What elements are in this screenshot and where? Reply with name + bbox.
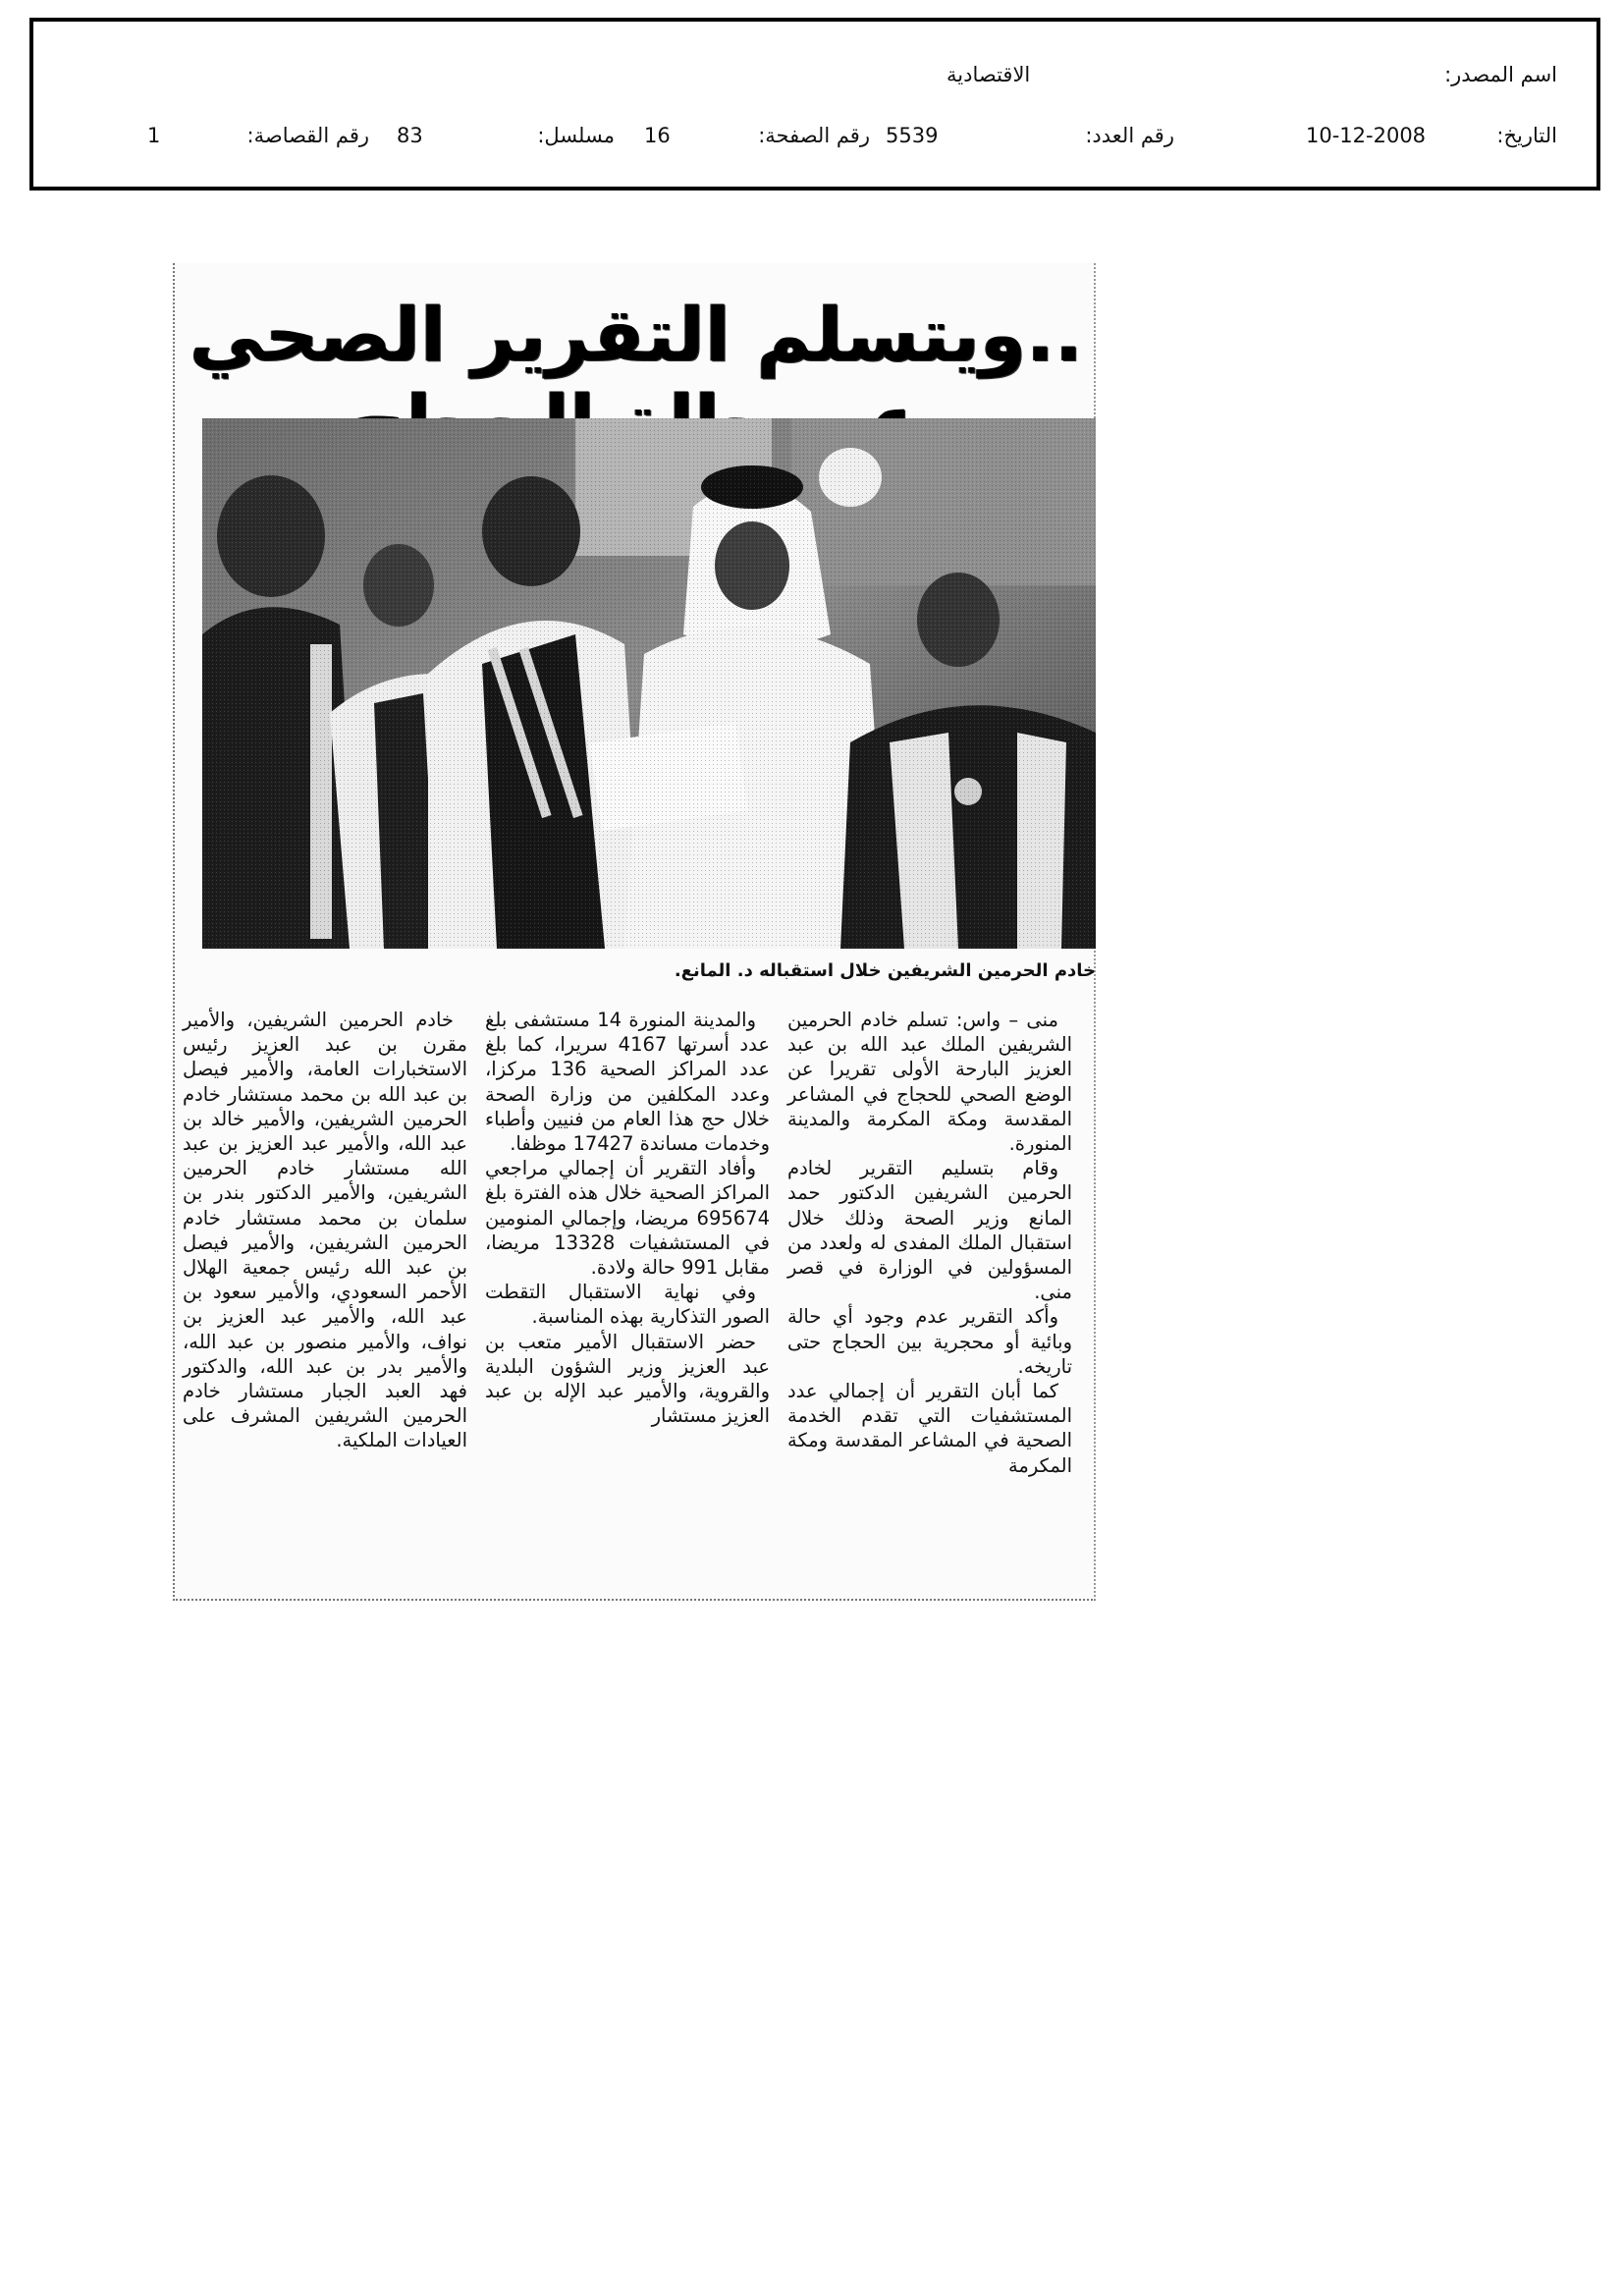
clip-number-label: رقم القصاصة:: [246, 124, 369, 147]
paragraph: وأفاد التقرير أن إجمالي مراجعي المراكز الصحية خلال هذه الفترة بلغ 695674 مريضا، وإجمالي المنومين في المستشفيات 13328 مريضا، مقابل 991 حالة ولادة.: [485, 1157, 771, 1280]
source-label: اسم المصدر:: [1444, 63, 1557, 86]
clipping-metadata-box: [29, 18, 1600, 191]
paragraph: حضر الاستقبال الأمير متعب بن عبد العزيز وزير الشؤون البلدية والقروية، والأمير عبد الإله بن عبد العزيز مستشار: [485, 1330, 770, 1428]
clip-number-value: 1: [147, 124, 161, 147]
newspaper-clipping: [173, 263, 1096, 1601]
page-value: 16: [644, 124, 671, 147]
source-value: الاقتصادية: [947, 63, 1031, 86]
article-column-right: [787, 1008, 1072, 1478]
date-value: 10-12-2008: [1306, 124, 1427, 147]
paragraph: كما أبان التقرير أن إجمالي عدد المستشفيات التي تقدم الخدمة الصحية في المشاعر المقدسة ومكة المكرمة: [787, 1380, 1072, 1477]
serial-value: 83: [397, 124, 423, 147]
paragraph: منى – واس: تسلم خادم الحرمين الشريفين الملك عبد الله بن عبد العزيز البارحة الأولى تقريرا عن الوضع الصحي للحجاج في المشاعر المقدسة ومكة المكرمة والمدينة المنورة.: [787, 1009, 1072, 1156]
paragraph: وأكد التقرير عدم وجود أي حالة وبائية أو محجرية بين الحجاج حتى تاريخه.: [787, 1305, 1072, 1378]
article-column-left: [183, 1008, 467, 1453]
issue-label: رقم العدد:: [1085, 124, 1174, 147]
article-headline: ..ويتسلم التقرير الصحي: [189, 291, 1083, 378]
photo-caption: خادم الحرمين الشريفين خلال استقباله د. المانع.: [674, 960, 1096, 981]
paragraph: خادم الحرمين الشريفين، والأمير مقرن بن عبد العزيز رئيس الاستخبارات العامة، والأمير فيصل بن عبد الله بن محمد مستشار خادم الحرمين الشريفين، والأمير خالد بن عبد الله، والأمير عبد العزيز بن عبد الله مستشار خادم الحرمين الشريفين، والأمير الدكتور بندر بن سلمان بن محمد مستشار خادم الحرمين الشريفين، والأمير فيصل بن عبد الله رئيس جمعية الهلال الأحمر السعودي، والأمير سعود بن عبد الله، والأمير عبد العزيز بن نواف، والأمير منصور بن عبد الله، والأمير بدر بن عبد الله، والدكتور فهد العبد الجبار مستشار خادم الحرمين الشريفين المشرف على العيادات الملكية.: [183, 1009, 467, 1452]
paragraph: وقام بتسليم التقرير لخادم الحرمين الشريفين الدكتور حمد المانع وزير الصحة وذلك خلال استقبال الملك المفدى له ولعدد من المسؤولين في الوزارة في قصر منى.: [787, 1157, 1072, 1304]
article-column-middle: [485, 1008, 770, 1428]
page-label: رقم الصفحة:: [758, 124, 870, 147]
date-label: التاريخ:: [1496, 124, 1557, 147]
issue-value: 5539: [886, 124, 939, 147]
paragraph: والمدينة المنورة 14 مستشفى بلغ عدد أسرتها 4167 سريرا، كما بلغ عدد المراكز الصحية 136 مركزا، وعدد المكلفين من وزارة الصحة خلال حج هذا العام من فنيين وأطباء وخدمات مساندة 17427 موظفا.: [485, 1009, 770, 1156]
article-photo: [202, 418, 1096, 949]
paragraph: وفي نهاية الاستقبال التقطت الصور التذكارية بهذه المناسبة.: [485, 1281, 770, 1329]
serial-label: مسلسل:: [537, 124, 615, 147]
